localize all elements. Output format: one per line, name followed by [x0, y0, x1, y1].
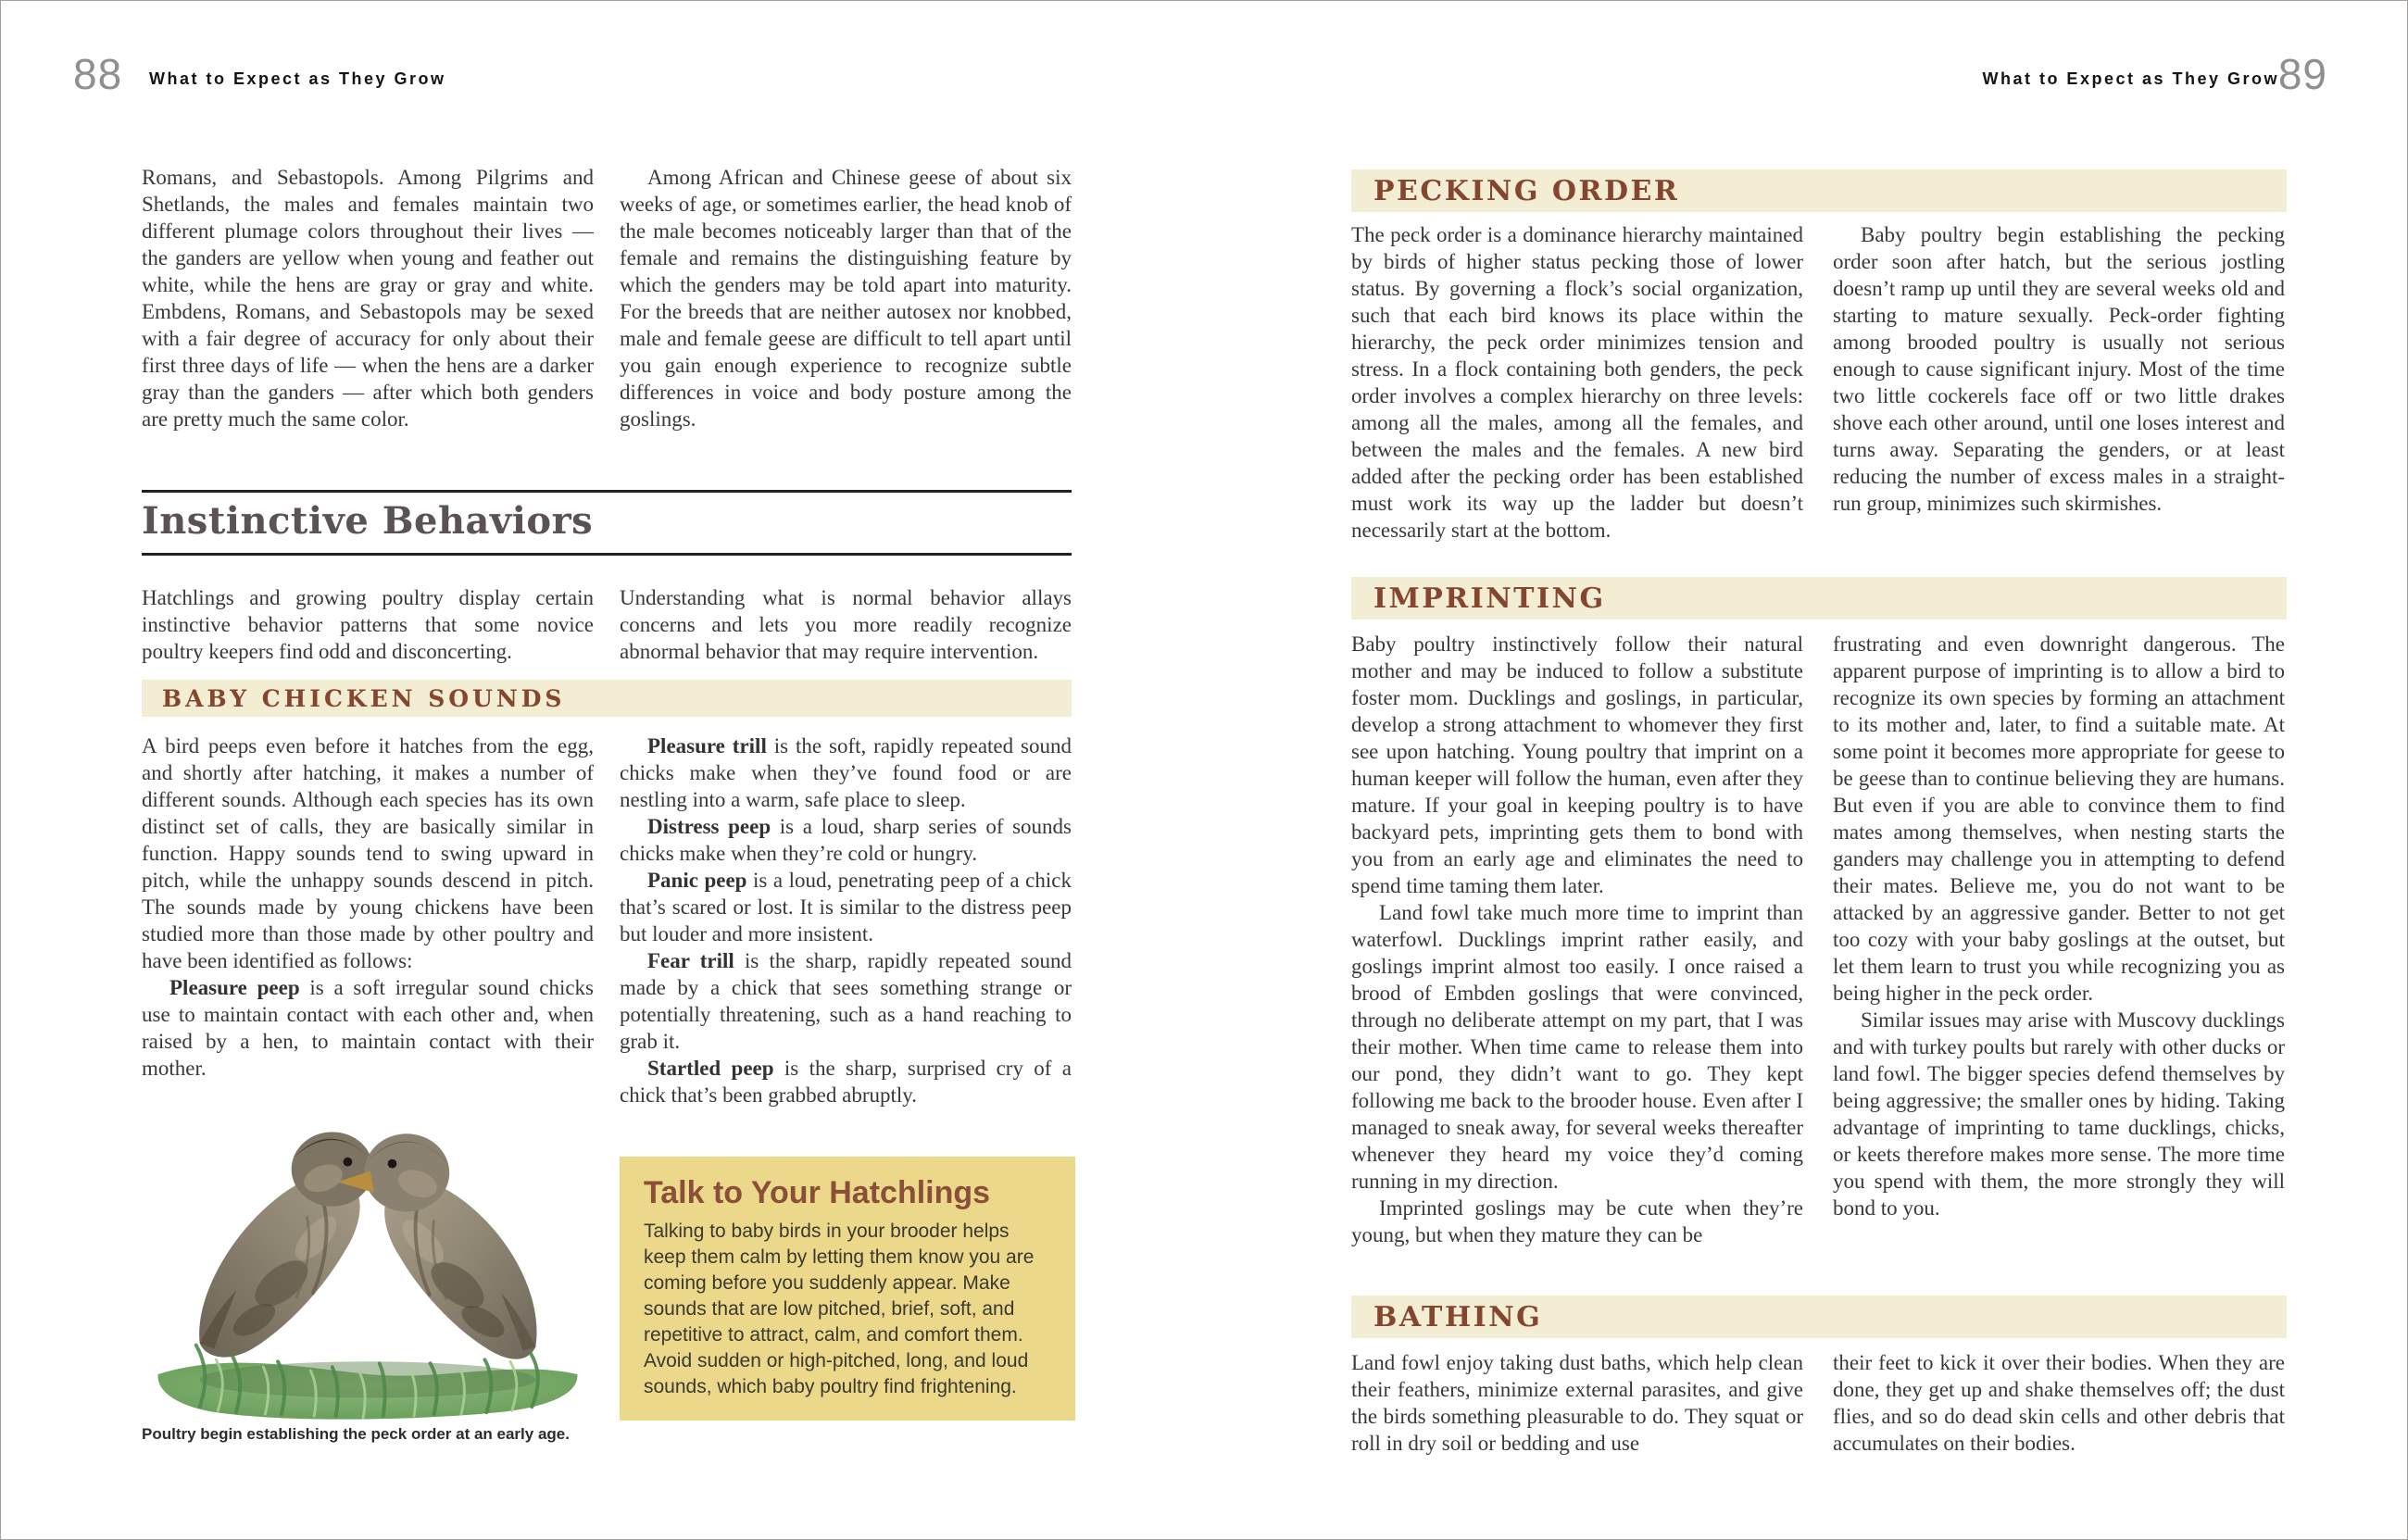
section-heading-instinctive-behaviors	[142, 490, 1072, 556]
section-title: IMPRINTING	[1373, 582, 1606, 615]
paragraph: their feet to kick it over their bodies. When they are done, they get up and shake themselves off; the dust flies, and so do dead skin cells and other debris that accumulates on their bodies.	[1833, 1351, 2285, 1455]
geese-sexing-col2	[620, 164, 1072, 432]
chicken-sounds-col2	[620, 732, 1072, 1108]
paragraph-lead: Pleasure peep	[169, 976, 300, 999]
paragraph-lead: Panic peep	[647, 869, 747, 892]
page-89	[1205, 1, 2408, 1539]
paragraph: Similar issues may arise with Muscovy ducklings and with turkey poults but rarely with other ducks or land fowl. The bigger species defend themselves by being aggressive; the smaller ones by hiding. Taking advantage of imprinting to tame ducklings, chicks, or keets therefore makes more sense. The more time you spend with them, the more strongly they will bond to you.	[1833, 1008, 2285, 1220]
paragraph: frustrating and even downright dangerous. The apparent purpose of imprinting is to allow a bird to recognize its own species by forming an attachment to its mother and, later, to find a suitable mate. At some point it becomes more appropriate for geese to be geese than to continue believing they are humans. But even if you are able to convince them to find mates among themselves, when nesting starts the ganders may challenge you in attempting to defend their mates. Believe me, you do not want to be attacked by an aggressive gander. Better to not get too cozy with your baby goslings at the outset, but let them learn to trust you while recognizing you as being higher in the peck order.	[1833, 632, 2285, 1005]
paragraph: The peck order is a dominance hierarchy maintained by birds of higher status pecking those of lower status. By governing a flock’s social organization, such that each bird knows its place within the hierarchy, the peck order minimizes tension and stress. In a flock containing both genders, the peck order involves a complex hierarchy on three levels: among all the males, among all the females, and between the males and the females. A new bird added after the pecking order has been established must work its way up the ladder but doesn’t necessarily start at the bottom.	[1351, 223, 1803, 542]
instinctive-intro-col2	[620, 584, 1072, 665]
chicken-sounds-col1	[142, 732, 594, 1082]
callout-talk-to-your-hatchlings	[620, 1157, 1075, 1421]
section-bar-bathing	[1351, 1296, 2287, 1338]
paragraph: Romans, and Sebastopols. Among Pilgrims and Shetlands, the males and females maintain two different plumage colors throughout their lives — the ganders are yellow when young and feather out white, while the hens are gray or gray and white. Embdens, Romans, and Sebastopols may be sexed with a fair degree of accuracy for only about their first three days of life — when the hens are a darker gray than the ganders — after which both genders are pretty much the same color.	[142, 166, 594, 431]
paragraph: Baby poultry begin establishing the pecking order soon after hatch, but the serious jostling doesn’t ramp up until they are several weeks old and starting to mature sexually. Peck-order fighting among brooded poultry is usually not serious enough to cause significant injury. Most of the time two little cockerels face off or two little drakes shove each other around, until one loses interest and turns away. Separating the genders, or at least reducing the number of excess males in a straight-run group, minimizes such skirmishes.	[1833, 223, 2285, 515]
paragraph: Distress peep is a loud, sharp series of sounds chicks make when they’re cold or hungry.	[620, 815, 1072, 865]
bathing-col1	[1351, 1349, 1803, 1457]
paragraph: Among African and Chinese geese of about six weeks of age, or sometimes earlier, the head knob of the male becomes noticeably larger than that of the female and remains the distinguishing feature by which the genders may be told apart into maturity. For the breeds that are neither autosex nor knobbed, male and female geese are difficult to tell apart until you gain enough experience to recognize subtle differences in voice and body posture among the goslings.	[620, 166, 1072, 431]
section-title: BATHING	[1373, 1300, 1543, 1333]
geese-sexing-col1	[142, 164, 594, 432]
pecking-order-col1	[1351, 221, 1803, 544]
imprinting-col2	[1833, 631, 2285, 1221]
section-bar-imprinting	[1351, 577, 2287, 620]
paragraph-lead: Fear trill	[647, 949, 734, 972]
callout-body: Talking to baby birds in your brooder helps keep them calm by letting them know you are coming before you suddenly appear. Make sounds that are low pitched, brief, soft, and repetitive to attract, calm, and comfort them. Avoid sudden or high-pitched, long, and loud sounds, which baby poultry find frightening.	[644, 1221, 1035, 1397]
ducklings-illustration	[142, 1057, 594, 1424]
bathing-col2	[1833, 1349, 2285, 1457]
paragraph-lead: Startled peep	[647, 1057, 774, 1080]
paragraph: Panic peep is a loud, penetrating peep of a chick that’s scared or lost. It is similar to the distress peep but louder and more insistent.	[620, 869, 1072, 945]
section-bar-pecking-order	[1351, 169, 2287, 212]
subsection-title: BABY CHICKEN SOUNDS	[162, 684, 566, 712]
section-title: Instinctive Behaviors	[142, 499, 594, 543]
paragraph: Baby poultry instinctively follow their natural mother and may be induced to follow a substitute foster mom. Ducklings and goslings, in particular, develop a strong attachment to whomever they first see upon hatching. Young poultry that imprint on a human keeper will follow the human, even after they mature. If your goal in keeping poultry is to have backyard pets, imprinting gets them to bond with you from an early age and eliminates the need to spend time taming them later.	[1351, 632, 1803, 897]
running-head-left: What to Expect as They Grow	[149, 69, 446, 88]
paragraph: Pleasure trill is the soft, rapidly repeated sound chicks make when they’ve found food or are nestling into a warm, safe place to sleep.	[620, 734, 1072, 811]
paragraph-lead: Distress peep	[647, 815, 771, 838]
paragraph: Fear trill is the sharp, rapidly repeated sound made by a chick that sees something strange or potentially threatening, such as a hand reaching to grab it.	[620, 949, 1072, 1053]
paragraph: Imprinted goslings may be cute when they’re young, but when they mature they can be	[1351, 1196, 1803, 1246]
page-number-right: 89	[2277, 50, 2327, 98]
instinctive-intro-col1	[142, 584, 594, 665]
running-head-right: What to Expect as They Grow	[1982, 69, 2279, 88]
paragraph-lead: Pleasure trill	[647, 734, 767, 757]
page-88	[1, 1, 1205, 1539]
paragraph: A bird peeps even before it hatches from the egg, and shortly after hatching, it makes a number of different sounds. Although each species has its own distinct set of calls, they are basically similar in function. Happy sounds tend to swing upward in pitch, while the unhappy sounds descend in pitch. The sounds made by young chickens have been studied more than those made by other poultry and have been identified as follows:	[142, 734, 594, 972]
page-number-left: 88	[73, 50, 123, 98]
callout-title: Talk to Your Hatchlings	[644, 1175, 991, 1210]
subsection-bar-baby-chicken-sounds	[142, 680, 1072, 717]
paragraph: Pleasure peep is a soft irregular sound chicks use to maintain contact with each other and, when raised by a hen, to maintain contact with their mother.	[142, 976, 594, 1080]
imprinting-col1	[1351, 631, 1803, 1248]
pecking-order-col2	[1833, 221, 2285, 517]
paragraph: Startled peep is the sharp, surprised cry of a chick that’s been grabbed abruptly.	[620, 1057, 1072, 1107]
section-title: PECKING ORDER	[1373, 174, 1680, 207]
paragraph: Understanding what is normal behavior allays concerns and lets you more readily recognize abnormal behavior that may require intervention.	[620, 586, 1072, 663]
paragraph: Land fowl take much more time to imprint than waterfowl. Ducklings imprint rather easily, and goslings imprint almost too easily. I once raised a brood of Embden goslings that were convinced, through no deliberate attempt on my part, that I was their mother. When time came to release them into our pond, they didn’t want to go. They kept following me back to the brooder house. Even after I managed to sneak away, for several weeks thereafter whenever they heard my voice they’d coming running in my direction.	[1351, 901, 1803, 1193]
illustration-caption: Poultry begin establishing the peck order at an early age.	[142, 1425, 570, 1443]
paragraph: Land fowl enjoy taking dust baths, which help clean their feathers, minimize external parasites, and give the birds something pleasurable to do. They squat or roll in dry soil or bedding and use	[1351, 1351, 1803, 1455]
paragraph: Hatchlings and growing poultry display certain instinctive behavior patterns that some novice poultry keepers find odd and disconcerting.	[142, 586, 594, 663]
